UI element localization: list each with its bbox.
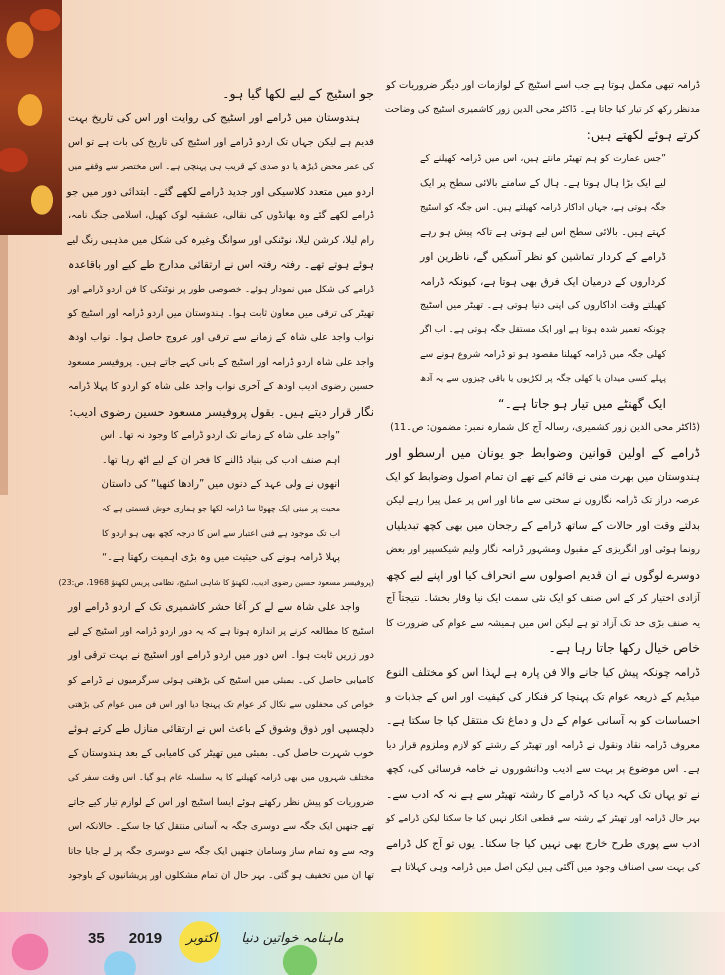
text-line: بہر حال ڈرامہ اور تھیٹر کے رشتہ سے قطعی انکار نہیں کیا جا سکتا لیکن ڈرامے کو <box>386 814 700 825</box>
text-line: واجد علی شاہ اردو ڈرامہ اور اسٹیج کے بانی کہے جاتے ہیں۔ پروفیسر مسعود <box>67 356 374 368</box>
quote-line: کرداروں کے درمیان ایک فرق بھی ہوتا ہے، کیونکہ ڈرامہ <box>420 275 666 288</box>
text-line: ڈرامے کی شکل میں نمودار ہوئے۔ خصوصی طور پر نوٹنکی کا فن اردو ڈرامے اور <box>68 284 374 295</box>
text-line: تھے جنھیں ایک جگہ سے دوسری جگہ بہ آسانی منتقل کیا جا سکے۔ حالانکہ اس <box>68 821 374 833</box>
text-line: آزادی اختیار کر کے اس صنف کو ایک نئی سمت ایک نیا وقار بخشا۔ نتیجتاً آج <box>386 593 700 605</box>
quote-line: جگہ ہوتی ہے، جہاں اداکار ڈرامہ کھیلتے ہیں۔ اس جگہ کو اسٹیج <box>420 203 666 214</box>
quote-line: کہتے ہیں۔ بالائی سطح اس لیے ہوتی ہے تاکہ پیش ہو رہے <box>420 226 666 238</box>
text-line: میڈیم کے ذریعہ عوام تک پہنچا کر فنکار کی کیفیت اور اس کے جذبات و <box>386 690 700 703</box>
text-line: خواص کی محفلوں سے نکال کر عوام تک پہنچا دیا اور اس فن میں عوام کی بڑھتی <box>68 699 374 710</box>
text-line: ہندوستان میں ڈرامے اور اسٹیج کی روایت اور اس کی تاریخ بہت <box>68 111 360 125</box>
text-line: معروف ڈرامہ نقاد ونقول نے ڈرامہ اور تھیٹر کے رشتے کو لازم وملزوم قرار دیا <box>386 739 700 751</box>
quote-line: اب تک موجود ہے فنی اعتبار سے اس کا درجہ کچھ بھی ہو اردو کا <box>102 528 340 539</box>
quote-line: کھلی جگہ میں ڈرامہ کھیلنا مقصود ہو تو ڈرامہ شروع ہونے سے <box>420 348 666 360</box>
text-line: نگار قرار دیتے ہیں۔ بقول پروفیسر مسعود حسین رضوی ادیب: <box>69 404 374 419</box>
text-line: خوب شہرت حاصل کی۔ بمبئی میں تھیٹر کی کامیابی کے بعد ہندوستان کے <box>68 747 374 759</box>
issue-year: 2019 <box>128 930 163 947</box>
text-line: کی بہت سی اصناف وجود میں آگئی ہیں لیکن اصل میں ڈرامہ وہی کہلاتا ہے <box>390 862 700 873</box>
text-line: دور زریں ثابت ہوا۔ اس دور میں اردو ڈرامے اور اسٹیج نے بہت ترقی اور <box>68 650 374 662</box>
text-line: احساسات کو بہ آسانی عوام کے دل و دماغ تک منتقل کیا جا سکتا ہے۔ <box>386 714 700 728</box>
right-text-column <box>386 74 700 880</box>
text-line: تھا ان میں تخفیف ہو گئی۔ بہر حال ان تمام مشکلوں اور پریشانیوں کے باوجود <box>68 870 374 881</box>
quote-line: ”جس عمارت کو ہم تھیٹر مانتے ہیں، اس میں ڈرامہ کھیلنے کے <box>420 153 666 165</box>
text-line: مختلف شہروں میں بھی ڈرامہ کھیلنے کا یہ سلسلہ عام ہو گیا۔ اس وقت سفر کی <box>68 773 374 784</box>
text-line: عرصہ دراز تک ڈرامہ نگاروں نے سختی سے مانا اور اس پر عمل پیرا رہے لیکن <box>386 495 700 507</box>
quote-line: چونکہ تعمیر شدہ ہوتا ہے اور ایک مستقل جگہ ہوتی ہے۔ اب اگر <box>420 325 666 336</box>
text-line: رونما ہوئی اور انگریزی کے مقبول ومشہور ڈرامہ نگار ولیم شیکسپیر اور بعض <box>386 544 700 556</box>
magazine-name: ماہنامہ خواتین دنیا <box>241 931 344 946</box>
quote-line: محبت پر مبنی ایک چھوٹا سا ڈرامہ لکھا جو ہماری خوش قسمتی ہے کہ <box>102 504 340 514</box>
autumn-leaves-decoration <box>0 0 62 235</box>
text-line: کامیابی حاصل کی۔ بمبئی میں اسٹیج کی بڑھتی ہوئی سرگرمیوں نے ڈرامے کو <box>68 674 374 686</box>
text-line: ڈرامہ چونکہ پیش کیا جانے والا فن پارہ ہے لہذا اس کو مختلف النوع <box>386 665 700 679</box>
quote-line: ڈرامے کے کردار تماشین کو نظر آسکیں گے، ناظرین اور <box>420 250 666 264</box>
quote-line: اہم صنف ادب کی بنیاد ڈالنے کا فخر ان کے لیے اٹھ رہا تھا۔ <box>102 454 340 466</box>
text-line: ادب سے پوری طرح خارج بھی نہیں کیا جا سکتا۔ یوں تو آج کل ڈرامے <box>386 836 700 850</box>
quote-line: پہلے کسی میدان یا کھلی جگہ پر لکڑیوں یا باقی چیزوں سے یہ آدھ <box>420 374 666 385</box>
issue-month: اکتوبر <box>186 931 218 946</box>
text-line: وجہ سے وہ تمام ساز وسامان جنھیں ایک جگہ سے دوسری جگہ پر لے جایا جاتا <box>68 845 374 857</box>
quote-line: ایک گھنٹے میں تیار ہو جاتا ہے۔“ <box>498 395 666 411</box>
text-line: اسٹیج کا مطالعہ کرنے پر اندازہ ہوتا ہے کہ یہ دور اردو ڈرامہ اور اسٹیج کے لیے <box>68 625 374 637</box>
text-line: ڈرامے لکھے گئے وہ بھانڈوں کی نقالی، عشقیہ لوک کھیل، اسلامی جنگ نامہ، <box>68 210 374 222</box>
text-line: ہندوستان میں بھرت منی نے قائم کیے تھے ان تمام اصول وضوابط کو ایک <box>385 471 700 483</box>
citation-line: (پروفیسر مسعود حسین رضوی ادیب، لکھنؤ کا شاہی اسٹیج، نظامی پریس لکھنؤ 1968، ص:23) <box>58 577 374 587</box>
text-line: قدیم ہے لیکن جہاں تک اردو ڈرامے اور اسٹیج کی تاریخ کی بات ہے تو اس <box>68 136 374 148</box>
text-line: تھیٹر کی ترقی میں معاون ثابت ہوا۔ ہندوستان میں اردو ڈرامہ اور اسٹیج کو <box>68 307 374 319</box>
text-line: حسین رضوی ادیب اودھ کے آخری نواب واجد علی شاہ کو اردو کا پہلا ڈرامہ <box>68 381 374 393</box>
text-line: ہوئے ہوتے تھے۔ رفتہ رفتہ اس نے ارتقائی مدارج طے کیے اور باقاعدہ <box>68 258 374 272</box>
text-line: خاص خیال رکھا جاتا رہا ہے۔ <box>548 640 700 656</box>
margin-decoration <box>0 235 8 495</box>
quote-line: انھوں نے ولی عہد کے دنوں میں ”رادھا کنھیا“ کی داستان <box>101 479 340 490</box>
text-line: یہ صنف بڑی حد تک آزاد تو ہے لیکن اس میں ہمیشہ سے عوام کی ضرورت کا <box>386 617 700 629</box>
text-line: دوسرے لوگوں نے ان قدیم اصولوں سے انحراف کیا اور اپنے لیے کچھ <box>386 567 700 582</box>
text-line: نے تو یہاں تک کہہ دیا کہ ڈرامے کا رشتہ تھیٹر سے ہے نہ کہ ادب سے۔ <box>386 787 700 801</box>
quote-line: لیے ایک بڑا ہال ہوتا ہے۔ ہال کے سامنے بالائی سطح پر ایک <box>420 177 666 189</box>
text-line: کرتے ہوئے لکھتے ہیں: <box>586 126 700 142</box>
text-line: ہے۔ اس موضوع پر بہت سے ادیب ودانشوروں نے خامہ فرسائی کی، کچھ <box>386 764 700 776</box>
text-line: ضروریات کو پیش نظر رکھتے ہوئے ایسا اسٹیج اور اس کے لوازم تیار کیے جاتے <box>68 796 374 808</box>
citation-line: (ڈاکٹر محی الدین زور کشمیری، رسالہ آج کل شمارہ نمبر: مضمون: ص۔11) <box>390 422 700 434</box>
page-number: 35 <box>88 930 105 947</box>
text-line: واجد علی شاہ سے لے کر آغا حشر کاشمیری تک کے اردو ڈرامے اور <box>68 601 360 614</box>
footer-banner <box>0 912 725 975</box>
quote-line: ”واجد علی شاہ کے زمانے تک اردو ڈرامے کا وجود نہ تھا۔ اس <box>100 430 340 442</box>
text-line: نواب واجد علی شاہ کے زمانے سے ترقی اور عروج حاصل ہوا۔ نواب اودھ <box>68 332 374 344</box>
text-line: دلچسپی اور ذوق وشوق کے باعث اس نے ارتقائی منازل طے کرتے ہوئے <box>68 723 374 736</box>
text-line: رام لیلا، کرشن لیلا، نوٹنکی اور سوانگ وغیرہ کی شکل میں مذہبی رنگ لیے <box>66 234 374 246</box>
text-line: مدنظر رکھ کر تیار کیا جاتا ہے۔ ڈاکٹر محی الدین زور کاشمیری اسٹیج کی وضاحت <box>384 104 700 116</box>
text-line: اردو میں متعدد کلاسیکی اور جدید ڈرامے لکھے گئے۔ ابتدائی دور میں جو <box>66 185 374 198</box>
text-line: جو اسٹیج کے لیے لکھا گیا ہو۔ <box>222 86 374 101</box>
text-line: ڈرامہ تبھی مکمل ہوتا ہے جب اسے اسٹیج کے لوازمات اور دیگر ضروریات کو <box>386 80 700 91</box>
text-line: بدلتے وقت اور حالات کے ساتھ ڈرامے کے رجحان میں بھی کچھ تبدیلیاں <box>386 518 700 532</box>
quote-line: کھیلتے وقت اداکاروں کی اپنی دنیا ہوتی ہے۔ تھیٹر میں اسٹیج <box>420 299 666 311</box>
quote-line: پہلا ڈرامہ ہونے کی حیثیت میں وہ بڑی اہمیت رکھتا ہے۔“ <box>102 552 340 564</box>
left-text-column <box>58 82 374 888</box>
text-line: ڈرامے کے اولین قوانین وضوابط جو یونان میں ارسطو اور <box>386 444 700 460</box>
text-line: کی عمر محض ڈیڑھ یا دو صدی کے قریب ہی پہنچی ہے۔ اس مختصر سے وقفے میں <box>68 162 374 173</box>
